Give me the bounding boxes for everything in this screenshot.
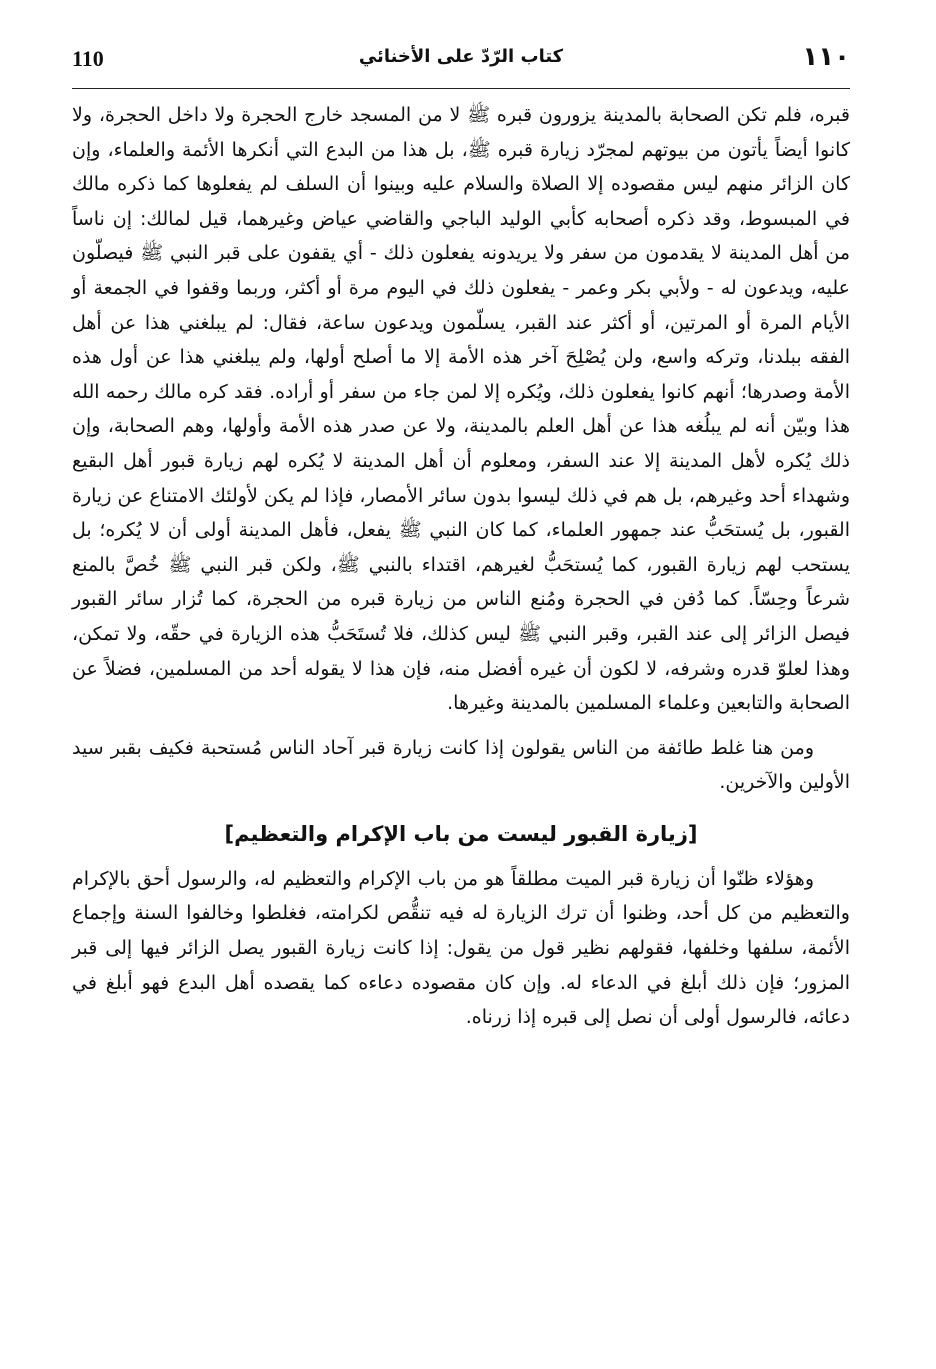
section-heading: [زيارة القبور ليست من باب الإكرام والتعظيم] [224,821,698,846]
paragraph-3: وهؤلاء ظنّوا أن زيارة قبر الميت مطلقاً هو من باب الإكرام والتعظيم له، والرسول أحق بالإكرام والتعظيم من كل أحد، وظنوا أن ترك الزيارة له فيه تنقُّص لكرامته، فغلطوا وخالفوا السنة وإجماع الأئمة، سلفها وخلفها، فقولهم نظير قول من يقول: إذا كانت زيارة القبور يصل الزائر فيها إلى قبر المزور؛ فإن ذلك أبلغ في الدعاء له. وإن كان مقصوده دعاءه كما يقصده أهل البدع فهو أبلغ في دعائه، فالرسول أولى أن نصل إلى قبره إذا زرناه. [72,867,850,1029]
header-divider [72,88,850,89]
page-number-latin: 110 [72,46,104,71]
page-header [72,42,850,86]
page-body [72,98,850,1035]
page-number-arabic: ١١٠ [802,42,850,72]
paragraph-2: ومن هنا غلط طائفة من الناس يقولون إذا كانت زيارة قبر آحاد الناس مُستحبة فكيف بقبر سيد الأولين والآخرين. [72,736,850,794]
paragraph-1: قبره، فلم تكن الصحابة بالمدينة يزورون قبره ﷺ لا من المسجد خارج الحجرة ولا داخل الحجرة، ولا كانوا أيضاً يأتون من بيوتهم لمجرّد زيارة قبره ﷺ، بل هذا من البدع التي أنكرها الأئمة والعلماء، وإن كان الزائر منهم ليس مقصوده إلا الصلاة والسلام عليه وبينوا أن السلف لم يفعلوها كما ذكره مالك في المبسوط، وقد ذكره أصحابه كأبي الوليد الباجي والقاضي عياض وغيرهما، قيل لمالك: إن ناساً من أهل المدينة لا يقدمون من سفر ولا يريدونه يفعلون ذلك - أي يقفون على قبر النبي ﷺ فيصلّون عليه، ويدعون له - ولأبي بكر وعمر - يفعلون ذلك في اليوم مرة أو أكثر، وربما وقفوا في الجمعة أو الأيام المرة أو المرتين، أو أكثر عند القبر، يسلّمون ويدعون ساعة، فقال: لم يبلغني هذا عن أهل الفقه ببلدنا، وتركه واسع، ولن يُصْلِحَ آخر هذه الأمة إلا ما أصلح أولها، ولم يبلغني هذا عن أول هذه الأمة وصدرها؛ أنهم كانوا يفعلون ذلك، ويُكره إلا لمن جاء من سفر أو أراده. فقد كره مالك رحمه الله هذا وبيّن أنه لم يبلُغه هذا عن أهل العلم بالمدينة، ولا عن صدر هذه الأمة وأولها، وهم الصحابة، وإن ذلك يُكره لأهل المدينة إلا عند السفر، ومعلوم أن أهل المدينة لا يُكره لهم زيارة قبور أهل البقيع وشهداء أحد وغيرهم، بل هم في ذلك ليسوا بدون سائر الأمصار، فإذا لم يكن لأولئك الامتناع عن زيارة القبور، بل يُستحَبُّ عند جمهور العلماء، كما كان النبي ﷺ يفعل، فأهل المدينة أولى أن لا يُكره؛ بل يستحب لهم زيارة القبور، كما يُستحَبُّ لغيرهم، اقتداء بالنبي ﷺ، ولكن قبر النبي ﷺ خُصَّ بالمنع شرعاً وحِسّاً. كما دُفن في الحجرة ومُنع الناس من زيارة قبره من الحجرة، كما تُزار سائر القبور فيصل الزائر إلى عند القبر، وقبر النبي ﷺ ليس كذلك، فلا تُستَحَبُّ هذه الزيارة في حقّه، ولا تمكن، وهذا لعلوّ قدره وشرفه، لا لكون أن غيره أفضل منه، فإن هذا لا يقوله أحد من المسلمين، فضلاً عن الصحابة والتابعين وعلماء المسلمين بالمدينة وغيرها. [72,104,850,715]
running-title: كتاب الرّدّ على الأخنائي [358,46,564,67]
